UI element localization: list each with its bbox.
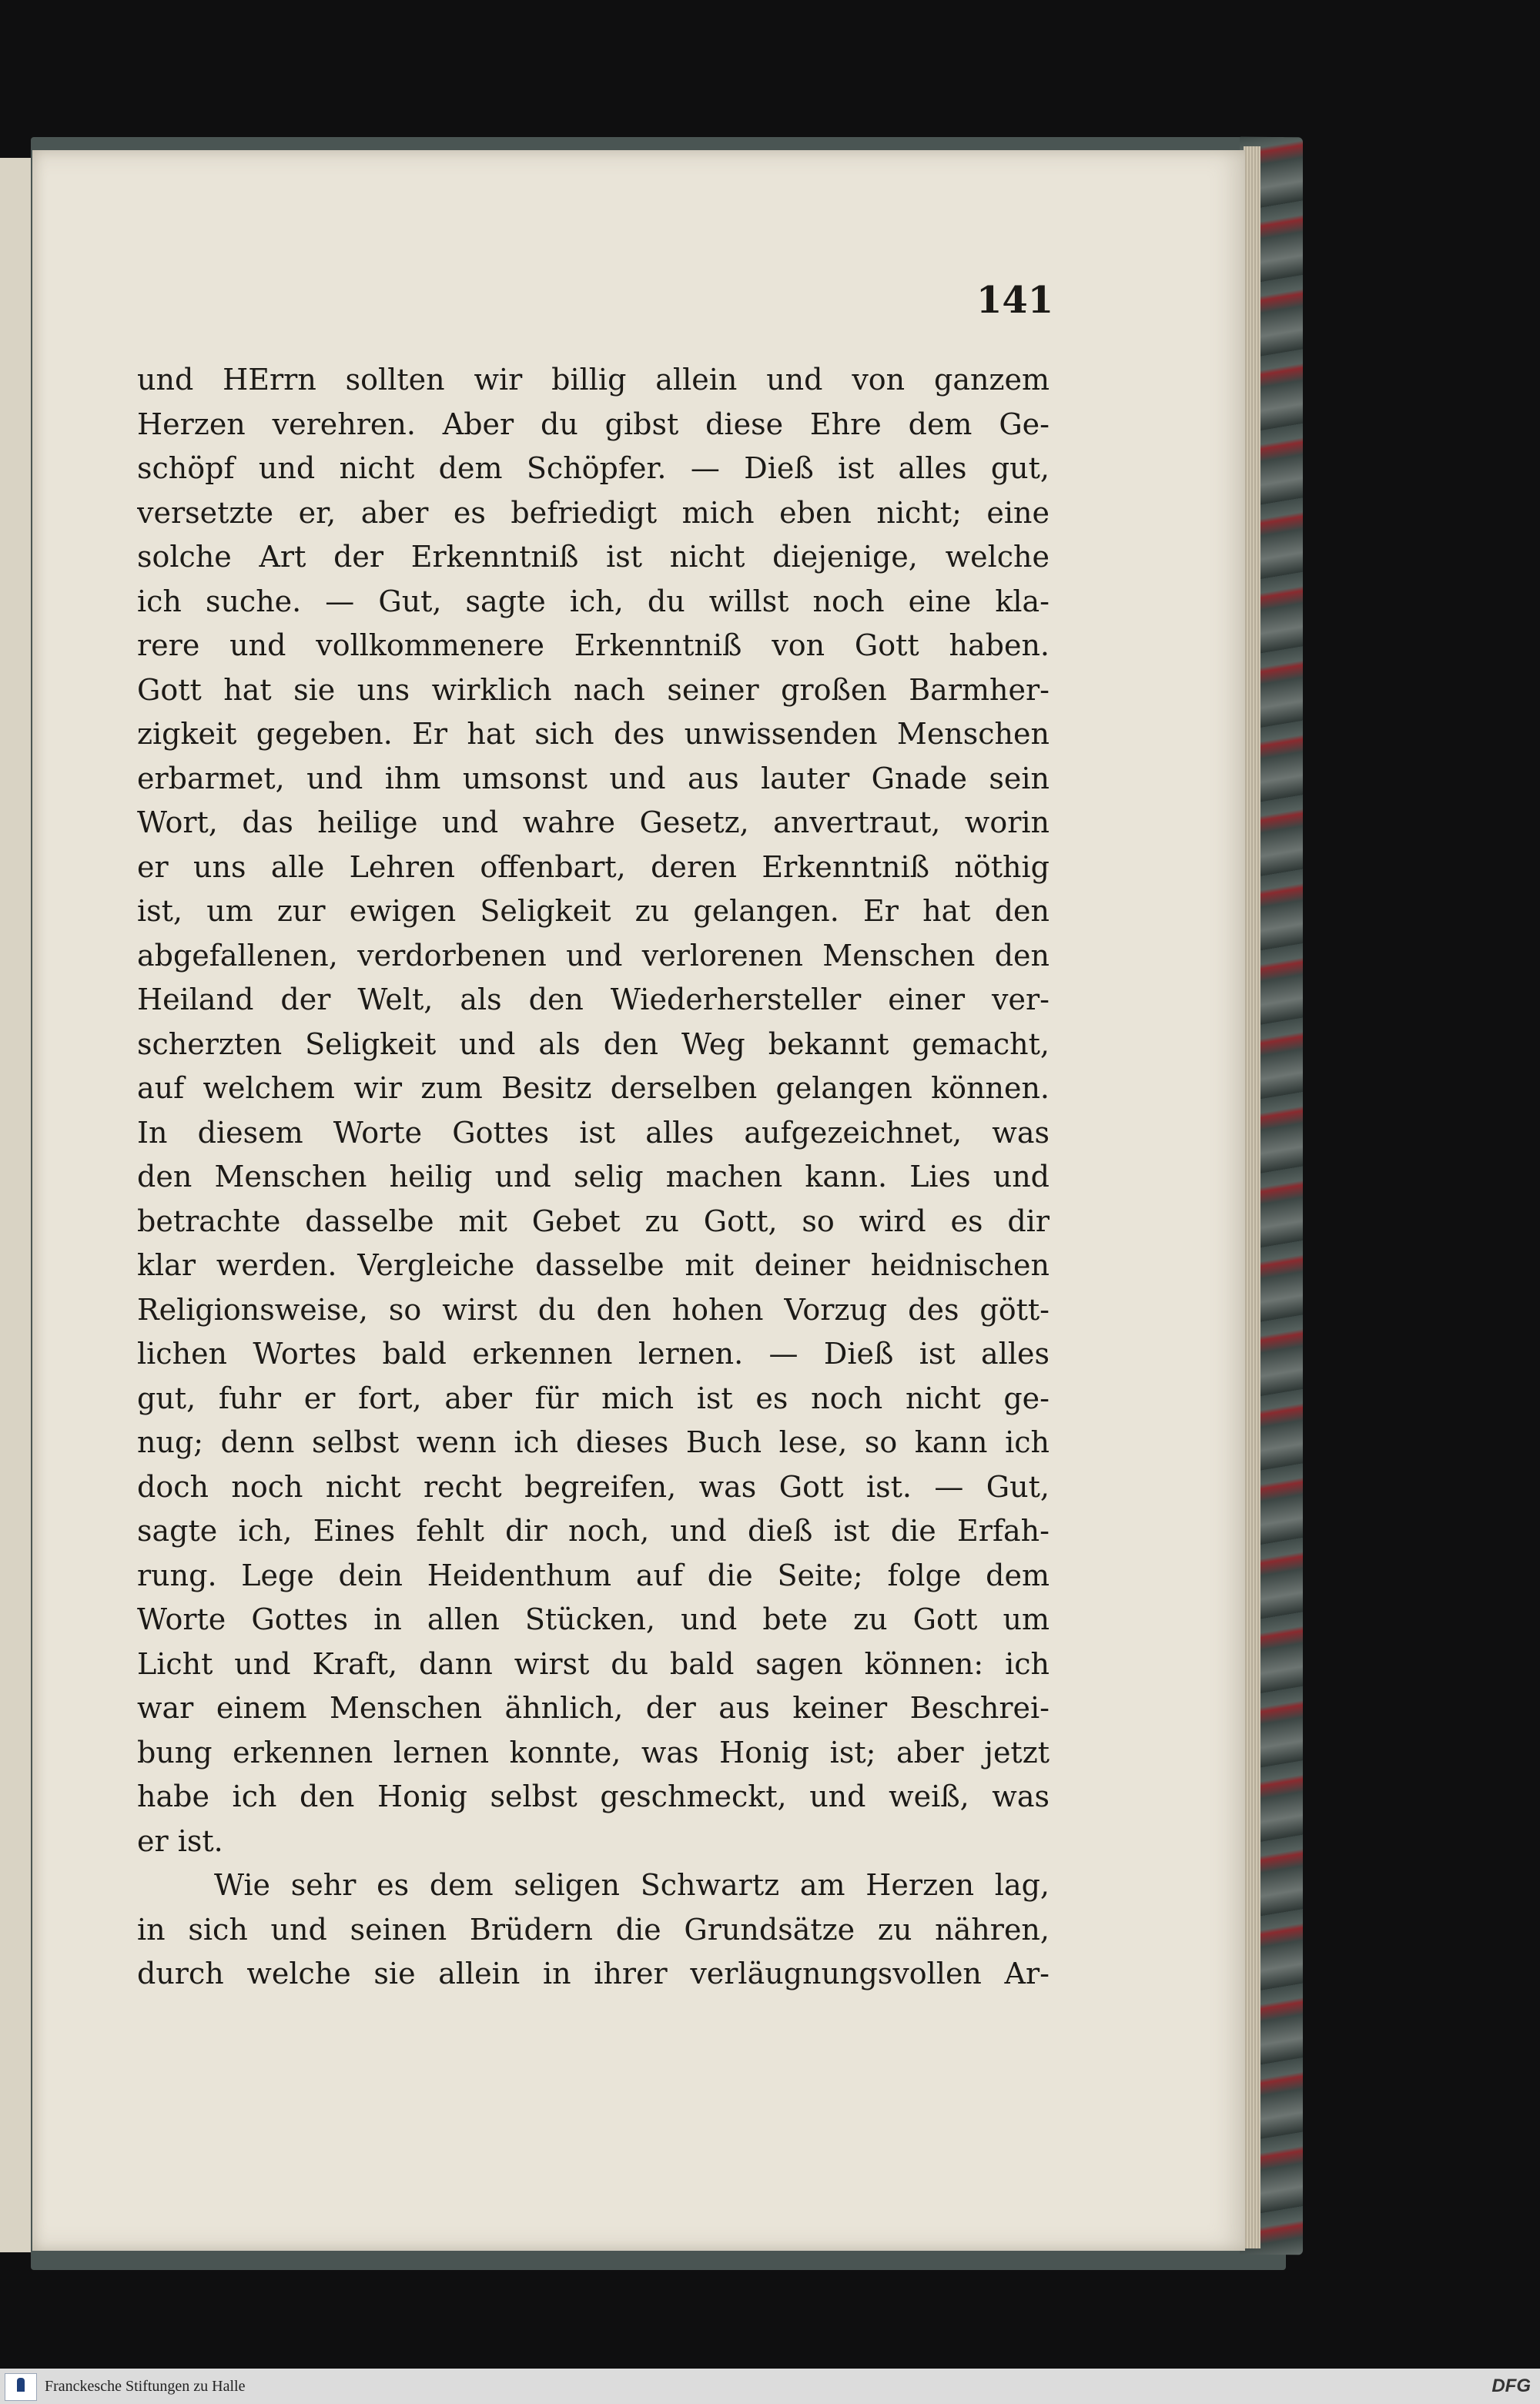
text-line: rere und vollkommenere Erkenntniß von Gott haben. (137, 628, 1050, 662)
text-line: lichen Wortes bald erkennen lernen. — Dieß ist alles (137, 1337, 1050, 1371)
text-line: gut, fuhr er fort, aber für mich ist es noch nicht ge- (137, 1381, 1050, 1415)
viewer-footer (0, 2369, 1540, 2404)
text-line: habe ich den Honig selbst geschmeckt, und weiß, was (137, 1780, 1050, 1813)
text-line: rung. Lege dein Heidenthum auf die Seite; folge dem (137, 1558, 1050, 1592)
text-line: zigkeit gegeben. Er hat sich des unwissenden Menschen (137, 717, 1050, 751)
text-line: in sich und seinen Brüdern die Grundsätze zu nähren, (137, 1912, 1050, 1947)
text-line: betrachte dasselbe mit Gebet zu Gott, so wird es dir (137, 1204, 1050, 1238)
text-line: bung erkennen lernen konnte, was Honig ist; aber jetzt (137, 1735, 1050, 1770)
text-line: nug; denn selbst wenn ich dieses Buch lese, so kann ich (137, 1425, 1050, 1459)
text-line: sagte ich, Eines fehlt dir noch, und dieß ist die Erfah- (137, 1514, 1050, 1548)
text-line: klar werden. Vergleiche dasselbe mit deiner heidnischen (137, 1248, 1050, 1282)
text-line: war einem Menschen ähnlich, der aus keiner Beschrei- (137, 1691, 1050, 1725)
text-line: ist, um zur ewigen Seligkeit zu gelangen. Er hat den (137, 894, 1050, 928)
text-line: In diesem Worte Gottes ist alles aufgezeichnet, was (137, 1115, 1050, 1150)
text-line: durch welche sie allein in ihrer verläugnungsvollen Ar- (137, 1957, 1050, 1990)
text-line: Wort, das heilige und wahre Gesetz, anvertraut, worin (137, 805, 1050, 839)
text-line: er uns alle Lehren offenbart, deren Erkenntniß nöthig (137, 849, 1050, 884)
text-line: schöpf und nicht dem Schöpfer. — Dieß ist alles gut, (137, 451, 1050, 485)
text-line: Heiland der Welt, als den Wiederhersteller einer ver- (137, 983, 1050, 1016)
dfg-logo: DFG (1491, 2376, 1531, 2396)
text-line: solche Art der Erkenntniß ist nicht diejenige, welche (137, 540, 1050, 574)
text-line: ich suche. — Gut, sagte ich, du willst noch eine kla- (137, 584, 1050, 618)
page-number: 141 (976, 279, 1054, 322)
institution-name: Franckesche Stiftungen zu Halle (45, 2378, 246, 2395)
text-line: Worte Gottes in allen Stücken, und bete zu Gott um (137, 1602, 1050, 1636)
text-line-paragraph-start: Wie sehr es dem seligen Schwartz am Herzen lag, (214, 1868, 1050, 1902)
left-page-edge (0, 158, 34, 2252)
page-edges (1244, 146, 1260, 2248)
institution-logo-icon (5, 2373, 37, 2401)
text-line: und HErrn sollten wir billig allein und von ganzem (137, 363, 1050, 397)
text-line: abgefallenen, verdorbenen und verlorenen Menschen den (137, 938, 1050, 973)
text-line: auf welchem wir zum Besitz derselben gelangen können. (137, 1071, 1050, 1105)
text-line: Licht und Kraft, dann wirst du bald sagen können: ich (137, 1646, 1050, 1681)
text-line: den Menschen heilig und selig machen kann. Lies und (137, 1160, 1050, 1194)
text-line: Herzen verehren. Aber du gibst diese Ehre dem Ge- (137, 407, 1050, 441)
text-line: Gott hat sie uns wirklich nach seiner großen Barmher- (137, 672, 1050, 707)
text-line: Religionsweise, so wirst du den hohen Vorzug des gött- (137, 1292, 1050, 1327)
text-line: versetzte er, aber es befriedigt mich eben nicht; eine (137, 495, 1050, 530)
text-line: erbarmet, und ihm umsonst und aus lauter Gnade sein (137, 761, 1050, 795)
page-text (137, 358, 1050, 1997)
text-line-paragraph-end: er ist. (137, 1823, 223, 1858)
text-line: scherzten Seligkeit und als den Weg bekannt gemacht, (137, 1026, 1050, 1061)
text-line: doch noch nicht recht begreifen, was Gott ist. — Gut, (137, 1469, 1050, 1504)
